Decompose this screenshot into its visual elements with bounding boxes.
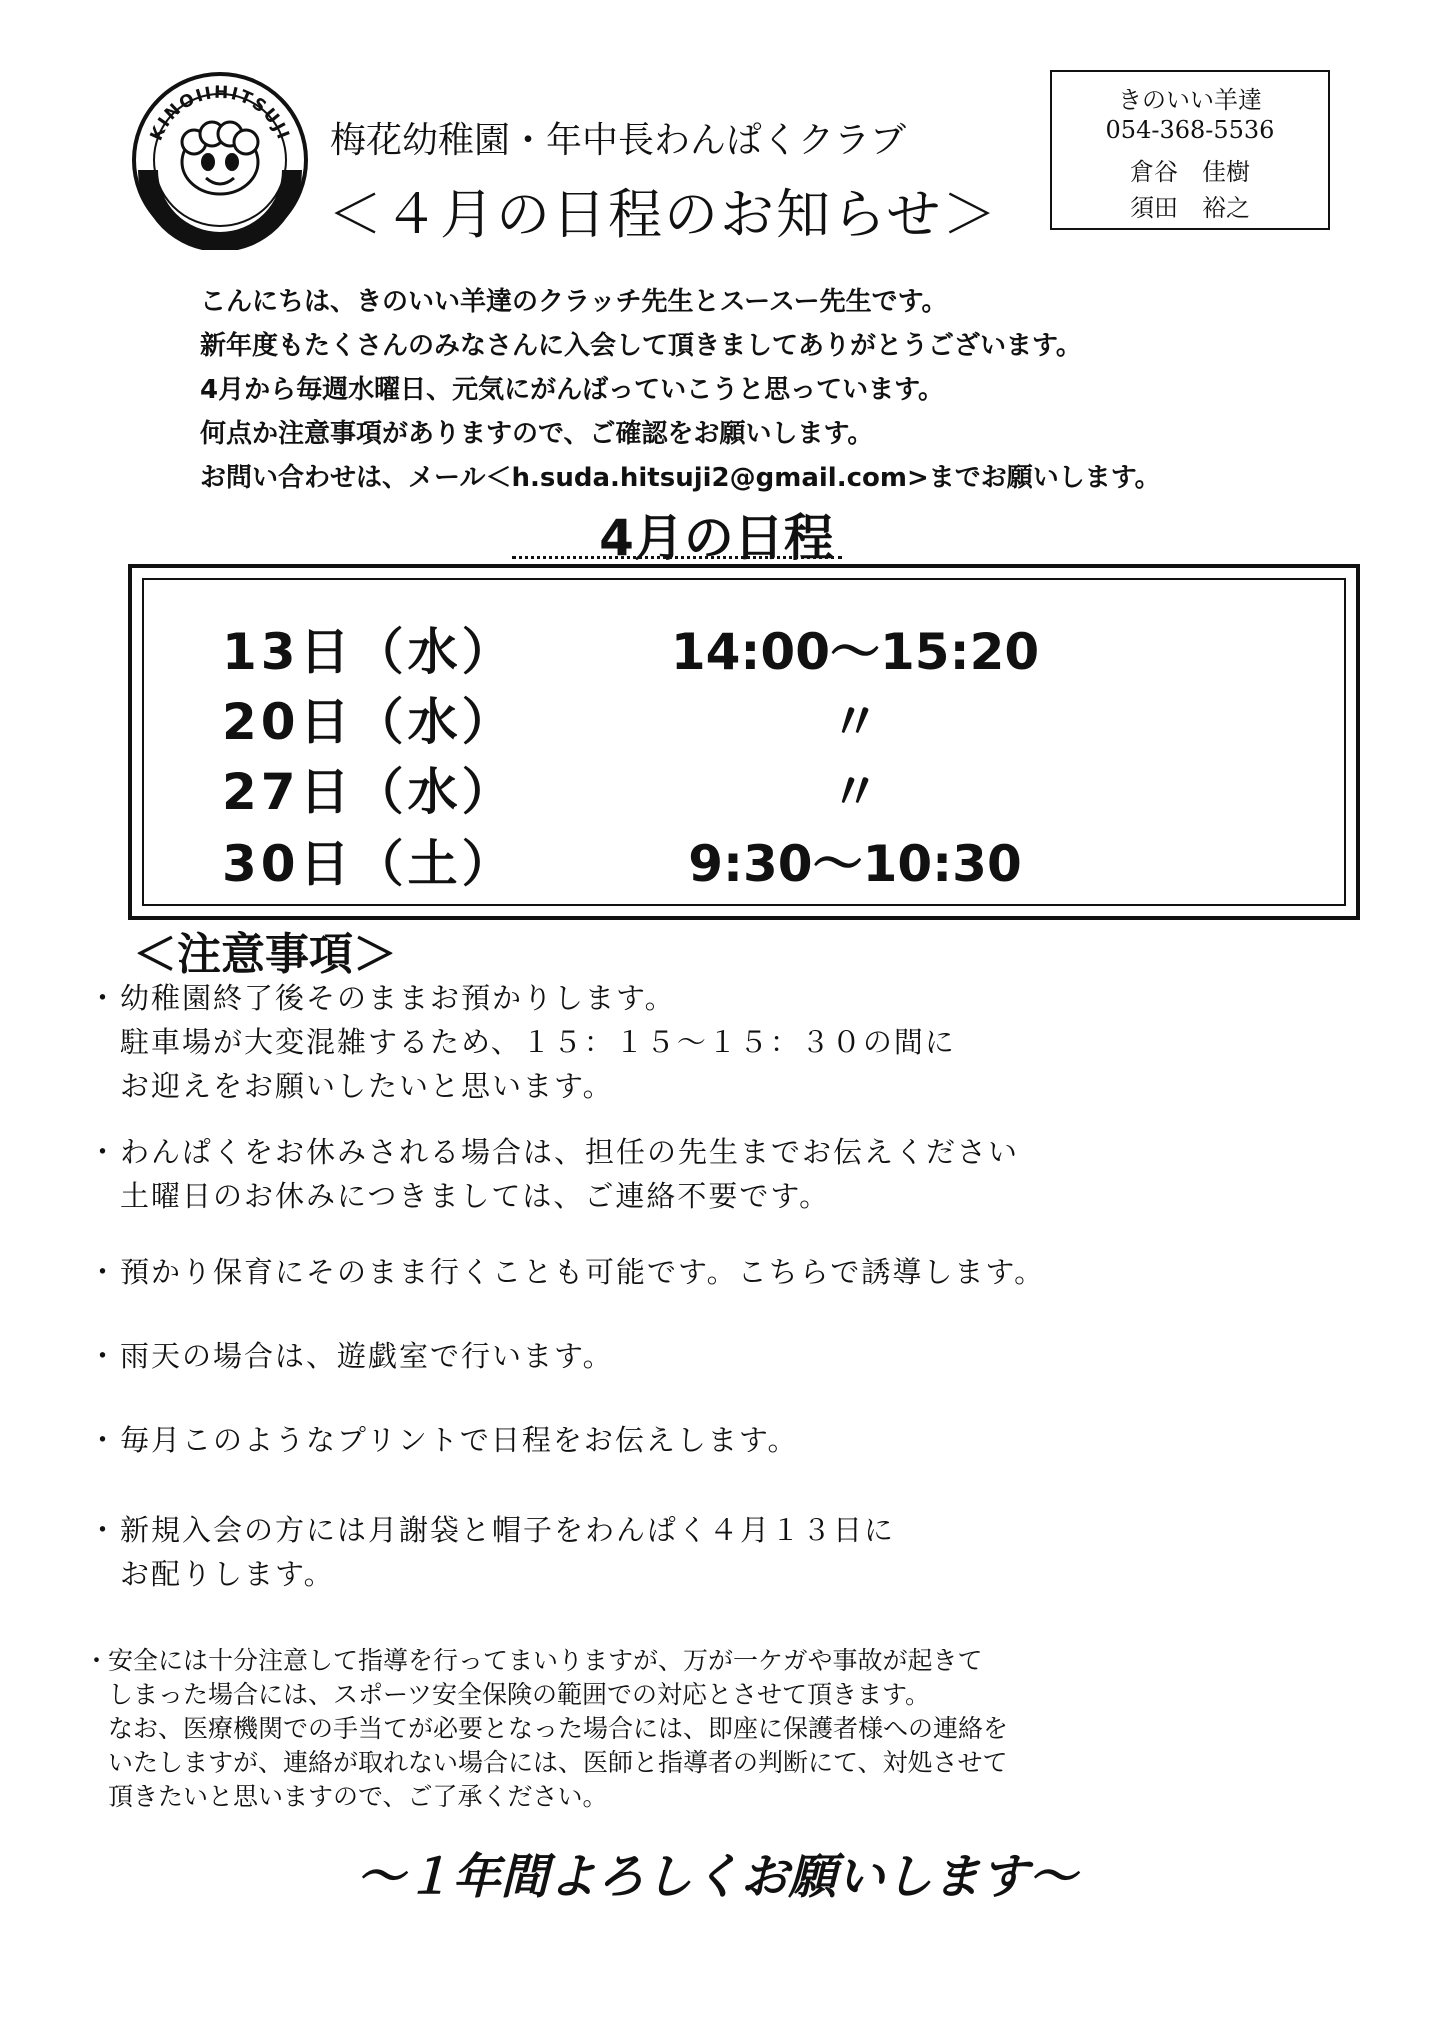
contact-person-2: 須田 裕之 xyxy=(1130,194,1250,222)
schedule-row xyxy=(0,612,1433,682)
contact-person-1: 倉谷 佳樹 xyxy=(1130,158,1250,186)
intro-line: こんにちは、きのいい羊達のクラッチ先生とスースー先生です。 xyxy=(200,287,948,317)
safety-line: いたしますが、連絡が取れない場合には、医師と指導者の判断にて、対処させて xyxy=(108,1748,1008,1777)
note-line: お配りします。 xyxy=(120,1557,335,1591)
bullet: ・ xyxy=(84,1646,110,1675)
note-line: 幼稚園終了後そのままお預かりします。 xyxy=(120,981,676,1015)
schedule-time: 〃 xyxy=(830,693,880,751)
note-line: お迎えをお願いしたいと思います。 xyxy=(120,1069,614,1103)
safety-line: しまった場合には、スポーツ安全保険の範囲での対応とさせて頂きます。 xyxy=(108,1680,931,1709)
intro-line: 4月から毎週水曜日、元気にがんばっていこうと思っています。 xyxy=(200,375,945,405)
schedule-heading: 4月の日程 xyxy=(599,509,834,567)
bullet: ・ xyxy=(88,1135,118,1169)
bullet: ・ xyxy=(88,1339,118,1373)
note-line: 新規入会の方には月謝袋と帽子をわんぱく４月１３日に xyxy=(120,1513,896,1547)
schedule-heading-underline xyxy=(512,556,842,559)
note-line: わんぱくをお休みされる場合は、担任の先生までお伝えください xyxy=(120,1135,1020,1169)
safety-line: 安全には十分注意して指導を行ってまいりますが、万が一ケガや事故が起きて xyxy=(108,1646,983,1675)
page-title: ＜４月の日程のお知らせ＞ xyxy=(328,183,999,246)
note-line: 雨天の場合は、遊戯室で行います。 xyxy=(120,1339,614,1373)
safety-line: 頂きたいと思いますので、ご了承ください。 xyxy=(108,1782,608,1811)
intro-line: お問い合わせは、メール＜h.suda.hitsuji2@gmail.com>までお願いします。 xyxy=(200,463,1161,493)
contact-box xyxy=(1050,70,1330,230)
safety-line: なお、医療機関での手当てが必要となった場合には、即座に保護者様への連絡を xyxy=(108,1714,1009,1743)
schedule-time: 14:00～15:20 xyxy=(670,623,1040,681)
schedule-time: 〃 xyxy=(830,763,880,821)
notes-heading: ＜注意事項＞ xyxy=(133,929,397,980)
intro-line: 何点か注意事項がありますので、ご確認をお願いします。 xyxy=(200,419,874,449)
schedule-date: 20日（水） xyxy=(222,693,516,751)
logo-text: KINOIIHITSUJI xyxy=(146,82,294,144)
schedule-time: 9:30～10:30 xyxy=(688,835,1022,893)
contact-name: きのいい羊達 xyxy=(1118,86,1262,114)
schedule-date: 30日（土） xyxy=(222,835,516,893)
schedule-row xyxy=(0,824,1433,894)
note-line: 土曜日のお休みにつきましては、ご連絡不要です。 xyxy=(120,1179,831,1213)
bullet: ・ xyxy=(88,1513,118,1547)
closing-message: ～１年間よろしくお願いします～ xyxy=(356,1849,1077,1905)
note-line: 預かり保育にそのまま行くことも可能です。こちらで誘導します。 xyxy=(120,1255,1046,1289)
note-line: 毎月このようなプリントで日程をお伝えします。 xyxy=(120,1423,799,1457)
organization-name: 梅花幼稚園・年中長わんぱくクラブ xyxy=(330,120,907,161)
schedule-date: 13日（水） xyxy=(222,623,516,681)
schedule-row xyxy=(0,752,1433,822)
schedule-date: 27日（水） xyxy=(222,763,516,821)
intro-line: 新年度もたくさんのみなさんに入会して頂きましてありがとうございます。 xyxy=(200,331,1082,361)
contact-phone: 054-368-5536 xyxy=(1105,116,1275,144)
intro-paragraph xyxy=(200,280,1161,500)
note-line: 駐車場が大変混雑するため、１５：１５～１５：３０の間に xyxy=(120,1025,956,1059)
bullet: ・ xyxy=(88,981,118,1015)
bullet: ・ xyxy=(88,1423,118,1457)
club-logo xyxy=(130,70,310,250)
bullet: ・ xyxy=(88,1255,118,1289)
schedule-row xyxy=(0,682,1433,752)
